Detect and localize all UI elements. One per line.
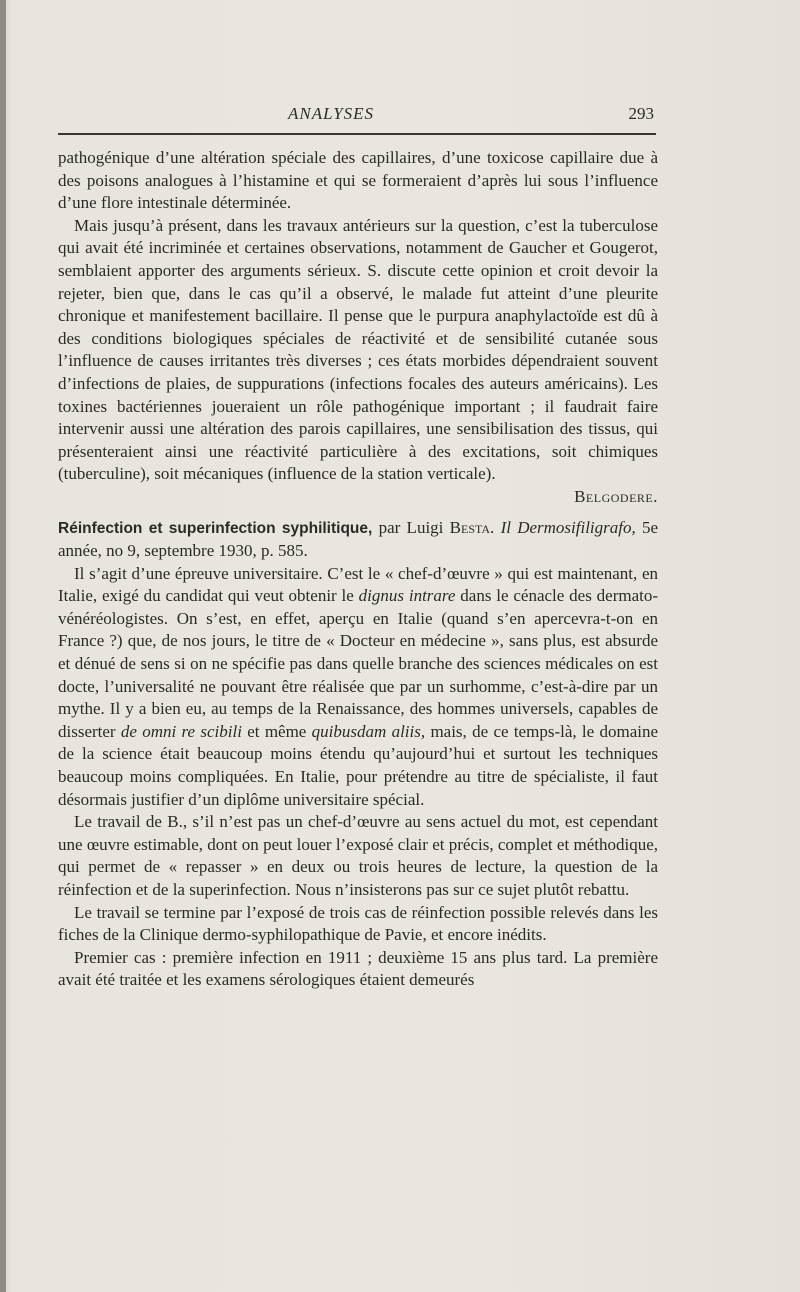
reviewer-name: Belgodere. — [574, 486, 658, 506]
running-title: ANALYSES — [288, 104, 375, 123]
review2-journal: Il Dermosifiligrafo, — [500, 517, 636, 537]
latin-phrase-quibusdam: quibusdam aliis, — [311, 721, 426, 741]
review2-p1-text-a: Il s’agit d’une épreuve universitaire. C’est le « chef-d’œuvre » qui est maintenant, en Italie, exigé du candidat qui veut obtenir le — [58, 563, 658, 606]
article-body — [58, 147, 658, 992]
review2-paragraph-4: Premier cas : première infection en 1911 ; deuxième 15 ans plus tard. La première avait été traitée et les examens sérologiques étaient demeurés — [58, 947, 658, 990]
review2-paragraph-1 — [58, 563, 658, 812]
review2-heading — [58, 517, 658, 563]
review2-author: Besta. — [449, 517, 495, 537]
book-binding-edge — [0, 0, 6, 1292]
header-rule — [58, 133, 656, 135]
review2-p1-text-c: et même — [247, 721, 307, 741]
page-number: 293 — [628, 104, 654, 123]
review2-p1-text-b: dans le cénacle des dermato-vénéréologistes. On s’est, en effet, aperçu en Italie (quand s’en apercevra-t-on en France ?) que, de nos jours, le titre de « Docteur en médecine », sans plus, est absurde et dénué de sens si on ne spécifie pas dans quelle branche des sciences médicales on est docte, l’universalité ne pouvant être réalisée que par un surhomme, c’est-à-dire par un mythe. Il y a bien eu, au temps de la Renaissance, des hommes universels, capables de disserter — [58, 586, 659, 741]
review2-paragraph-3: Le travail se termine par l’exposé de trois cas de réinfection possible relevés dans les fiches de la Clinique dermo-syphilopathique de Pavie, et encore inédits. — [58, 902, 658, 945]
latin-phrase-dignus-intrare: dignus intrare — [358, 586, 456, 606]
latin-phrase-de-omni: de omni re scibili — [120, 721, 242, 741]
page-header — [58, 100, 658, 130]
review2-paragraph-2: Le travail de B., s’il n’est pas un chef-d’œuvre au sens actuel du mot, est cependant une œuvre estimable, dont on peut louer l’exposé clair et précis, complet et méthodique, qui permet de « repasser » en deux ou trois heures de lecture, la question de la réinfection et de la superinfection. Nous n’insisterons pas sur ce sujet plutôt rebattu. — [58, 812, 658, 899]
review1-paragraph-2: Mais jusqu’à présent, dans les travaux antérieurs sur la question, c’est la tuberculose qui avait été incriminée et certaines observations, notamment de Gaucher et Gougerot, semblaient apporter des arguments sérieux. S. discute cette opinion et croit devoir la rejeter, bien que, dans le cas qu’il a observé, le malade fut atteint d’une pleurite chronique et manifestement bacillaire. Il pense que le purpura anaphylactoïde est dû à des conditions biologiques spéciales de réactivité et de sensibilité cutanée sous l’influence de causes irritantes très diverses ; ces états morbides dépendraient souvent d’infections de plaies, de suppurations (infections focales des auteurs américains). Les toxines bactériennes joueraient un rôle pathogénique important ; il faudrait faire intervenir aussi une altération des parois capillaires, une sensibilisation des tissus, qui présenteraient ainsi une réactivité particulière à des excitations, soit chimiques (tuberculine), soit mécaniques (influence de la station verticale). — [58, 215, 658, 484]
review2-title: Réinfection et superinfection syphilitique, — [58, 519, 373, 537]
review2-citation: 5e année, no 9, septembre 1930, p. 585. — [58, 517, 659, 561]
review1-signature — [58, 486, 658, 509]
review1-paragraph-1: pathogénique d’une altération spéciale des capillaires, d’une toxicose capillaire due à des poisons analogues à l’histamine et qui se formeraient d’après lui sous l’influence d’une flore intestinale déterminée. — [58, 148, 658, 213]
review2-p1-text-d: mais, de ce temps-là, le domaine de la science était beaucoup moins étendu qu’aujourd’hui et surtout les techniques beaucoup moins compliquées. En Italie, pour prétendre au titre de spécialiste, il faut désormais justifier d’un diplôme universitaire spécial. — [58, 721, 659, 809]
review2-by: par Luigi — [378, 517, 444, 537]
